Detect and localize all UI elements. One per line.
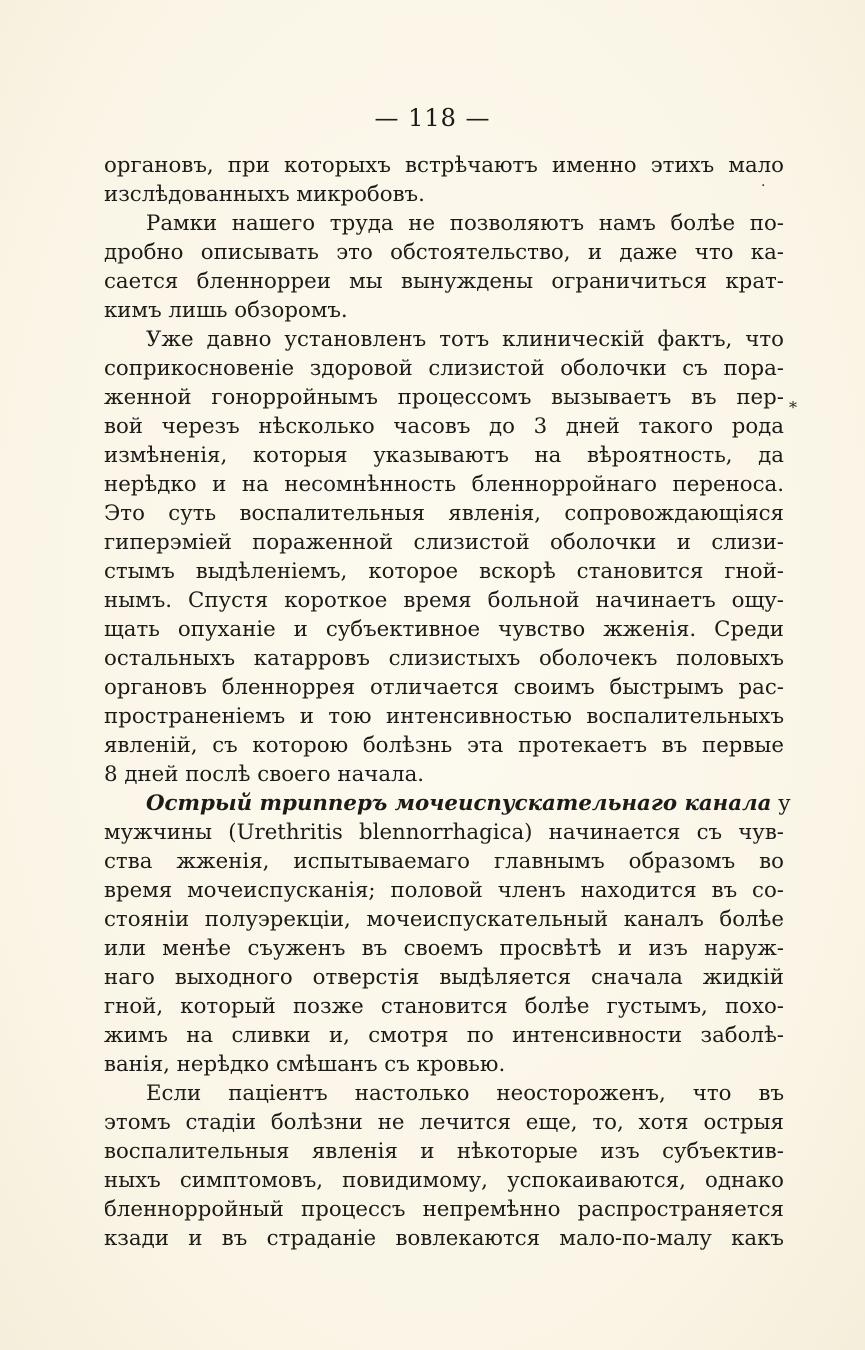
page-number: — 118 — [374, 104, 491, 132]
text-line: 8 дней послѣ своего начала. [104, 762, 425, 787]
text-line: жимъ на сливки и, смотря по интенсивности заболѣ- [104, 1023, 784, 1048]
text-line: ныхъ симптомовъ, повидимому, успокаиваются, однако [104, 1168, 784, 1193]
text-line: ства жженія, испытываемаго главнымъ образомъ во [104, 849, 784, 874]
text-line: явленій, съ которою болѣзнь эта протекаетъ въ первые [104, 733, 784, 758]
text-line: гиперэміей пораженной слизистой оболочки и слизи- [104, 530, 784, 555]
ink-star-mark: * [789, 398, 797, 417]
text-line: вой черезъ нѣсколько часовъ до 3 дней такого рода [104, 414, 784, 439]
text-line: этомъ стадіи болѣзни не лечится еще, то, хотя острыя [104, 1110, 784, 1135]
text-fragment: у [771, 791, 791, 816]
paragraph-start-line: Рамки нашего труда не позволяютъ намъ болѣе по- [146, 211, 784, 236]
text-line: время мочеиспусканія; половой членъ находится въ со- [104, 878, 784, 903]
text-line: гной, который позже становится болѣе густымъ, похо- [104, 994, 784, 1019]
italic-heading: Острый трипперъ мочеиспускательнаго канала [146, 791, 772, 816]
text-line: воспалительныя явленія и нѣкоторые изъ субъектив- [104, 1139, 784, 1164]
text-line: бленнорройный процессъ непремѣнно распространяется [104, 1197, 784, 1222]
text-line: кимъ лишь обзоромъ. [104, 298, 348, 323]
text-line: нерѣдко и на несомнѣнность бленнорройнаго переноса. [104, 472, 784, 497]
text-line: соприкосновеніе здоровой слизистой оболочки съ пора- [104, 356, 784, 381]
text-line: дробно описывать это обстоятельство, и даже что ка- [104, 240, 784, 265]
text-line: щать опуханіе и субъективное чувство жженія. Среди [104, 617, 784, 642]
text-line: сается бленнорреи мы вынуждены ограничиться крат- [104, 269, 784, 294]
ink-dot-mark: · [761, 178, 766, 194]
text-line: органовъ, при которыхъ встрѣчаютъ именно этихъ мало [104, 153, 784, 178]
text-line: или менѣе съуженъ въ своемъ просвѣтѣ и изъ наруж- [104, 936, 784, 961]
paragraph-start-line: Уже давно установленъ тотъ клиническій фактъ, что [146, 327, 784, 352]
paragraph-start-line: Если паціентъ настолько неостороженъ, что въ [146, 1081, 784, 1106]
text-line: пространеніемъ и тою интенсивностью воспалительныхъ [104, 704, 784, 729]
text-line: органовъ бленноррея отличается своимъ быстрымъ рас- [104, 675, 784, 700]
text-line: изслѣдованныхъ микробовъ. [104, 182, 425, 207]
text-line: ванія, нерѣдко смѣшанъ съ кровью. [104, 1052, 506, 1077]
text-line: стымъ выдѣленіемъ, которое вскорѣ становится гной- [104, 559, 784, 584]
text-line: кзади и въ страданіе вовлекаются мало-по-малу какъ [104, 1226, 784, 1251]
text-line: мужчины (Urethritis blennorrhagica) начинается съ чув- [104, 820, 784, 845]
text-line: женной гонорройнымъ процессомъ вызываетъ въ пер- [104, 385, 784, 410]
text-line: измѣненія, которыя указываютъ на вѣроятность, да [104, 443, 784, 468]
text-line: нымъ. Спустя короткое время больной начинаетъ ощу- [104, 588, 784, 613]
body-text [104, 151, 791, 1253]
text-line: остальныхъ катарровъ слизистыхъ оболочекъ половыхъ [104, 646, 784, 671]
text-line: Это суть воспалительныя явленія, сопровождающіяся [104, 501, 784, 526]
text-line: наго выходного отверстія выдѣляется сначала жидкій [104, 965, 784, 990]
text-line: стояніи полуэрекціи, мочеиспускательный каналъ болѣе [104, 907, 784, 932]
paragraph-start-line [104, 789, 791, 818]
